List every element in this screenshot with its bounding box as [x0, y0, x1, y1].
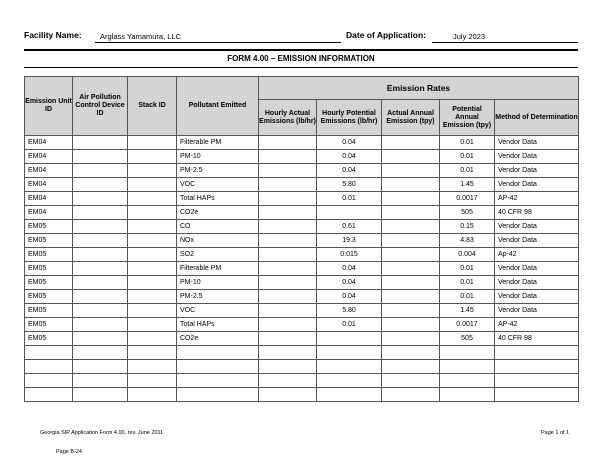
form-reference: Georgia SIP Application Form 4.00, rev. June 2011: [40, 430, 164, 436]
table-cell: [128, 304, 177, 318]
table-row: [25, 346, 579, 360]
table-cell: [495, 388, 579, 402]
table-cell: [177, 360, 259, 374]
table-cell: [495, 360, 579, 374]
table-cell: 40 CFR 98: [495, 206, 579, 220]
table-cell: [382, 262, 440, 276]
table-cell: 1.45: [440, 304, 495, 318]
table-cell: [259, 192, 317, 206]
table-cell: [128, 150, 177, 164]
date-of-application-label: Date of Application:: [346, 30, 426, 40]
table-cell: [259, 388, 317, 402]
table-cell: PM-2.5: [177, 290, 259, 304]
table-cell: EM05: [25, 234, 73, 248]
page-number: Page B-24: [56, 449, 82, 455]
table-cell: EM04: [25, 178, 73, 192]
table-cell: PM-10: [177, 276, 259, 290]
table-cell: [317, 206, 382, 220]
table-cell: [25, 346, 73, 360]
table-row: [25, 388, 579, 402]
table-cell: [259, 178, 317, 192]
table-cell: Vendor Data: [495, 220, 579, 234]
table-cell: 0.0017: [440, 318, 495, 332]
table-cell: Filterable PM: [177, 136, 259, 150]
table-cell: [259, 346, 317, 360]
table-cell: Vendor Data: [495, 304, 579, 318]
table-cell: 0.61: [317, 220, 382, 234]
table-cell: PM-10: [177, 150, 259, 164]
table-row: [25, 220, 579, 234]
table-row: [25, 290, 579, 304]
table-cell: 0.01: [440, 290, 495, 304]
facility-name-label: Facility Name:: [24, 30, 82, 40]
table-cell: 0.04: [317, 262, 382, 276]
table-row: [25, 178, 579, 192]
table-cell: [25, 374, 73, 388]
form-title: FORM 4.00 – EMISSION INFORMATION: [227, 54, 375, 63]
header-air-pollution-control-device-id: Air Pollution Control Device ID: [73, 77, 128, 136]
table-cell: [259, 262, 317, 276]
table-cell: [128, 192, 177, 206]
table-cell: Vendor Data: [495, 276, 579, 290]
table-cell: [317, 374, 382, 388]
table-cell: [73, 206, 128, 220]
table-cell: [73, 388, 128, 402]
table-cell: [73, 136, 128, 150]
table-cell: 0.04: [317, 136, 382, 150]
table-cell: [128, 164, 177, 178]
table-cell: 505: [440, 332, 495, 346]
table-cell: [25, 360, 73, 374]
table-cell: [73, 360, 128, 374]
table-cell: [382, 388, 440, 402]
table-cell: [317, 360, 382, 374]
table-cell: [73, 346, 128, 360]
table-cell: EM05: [25, 318, 73, 332]
table-cell: Filterable PM: [177, 262, 259, 276]
table-cell: [382, 276, 440, 290]
header-pollutant-emitted: Pollutant Emitted: [177, 77, 259, 136]
table-cell: CO2e: [177, 332, 259, 346]
header-method: Method of Determination: [495, 100, 579, 136]
table-row: [25, 276, 579, 290]
facility-name-underline: [95, 42, 341, 43]
table-row: [25, 332, 579, 346]
table-cell: [259, 290, 317, 304]
table-cell: [382, 374, 440, 388]
table-cell: 4.83: [440, 234, 495, 248]
table-cell: 0.15: [440, 220, 495, 234]
table-cell: [259, 164, 317, 178]
table-row: [25, 374, 579, 388]
table-cell: PM-2.5: [177, 164, 259, 178]
table-cell: 505: [440, 206, 495, 220]
table-cell: 0.01: [440, 262, 495, 276]
table-cell: 0.01: [317, 192, 382, 206]
table-cell: NOx: [177, 234, 259, 248]
table-cell: [382, 346, 440, 360]
table-cell: [73, 318, 128, 332]
table-cell: [440, 388, 495, 402]
table-cell: Vendor Data: [495, 262, 579, 276]
table-cell: 0.04: [317, 150, 382, 164]
table-cell: Vendor Data: [495, 290, 579, 304]
table-cell: [440, 346, 495, 360]
table-cell: [73, 290, 128, 304]
header-potential-annual: Potential Annual Emission (tpy): [440, 100, 495, 136]
table-cell: EM04: [25, 136, 73, 150]
table-cell: EM04: [25, 150, 73, 164]
table-cell: [382, 248, 440, 262]
table-cell: [259, 136, 317, 150]
table-cell: [128, 318, 177, 332]
table-cell: [128, 276, 177, 290]
table-row: [25, 136, 579, 150]
table-cell: [128, 290, 177, 304]
table-cell: 0.004: [440, 248, 495, 262]
table-cell: VOC: [177, 304, 259, 318]
table-cell: [73, 150, 128, 164]
table-cell: 0.01: [440, 136, 495, 150]
date-of-application-value: July 2023: [453, 32, 486, 41]
facility-name-value: Arglass Yamamura, LLC: [100, 32, 182, 41]
table-cell: EM05: [25, 276, 73, 290]
table-cell: [128, 234, 177, 248]
table-cell: 19.3: [317, 234, 382, 248]
table-row: [25, 192, 579, 206]
header-hourly-actual: Hourly Actual Emissions (lb/hr): [259, 100, 317, 136]
header-actual-annual: Actual Annual Emission (tpy): [382, 100, 440, 136]
table-row: [25, 304, 579, 318]
table-cell: [177, 346, 259, 360]
table-cell: [73, 234, 128, 248]
table-cell: [382, 360, 440, 374]
table-cell: 0.04: [317, 164, 382, 178]
table-cell: [259, 206, 317, 220]
table-cell: [259, 248, 317, 262]
table-cell: [25, 388, 73, 402]
table-cell: Vendor Data: [495, 164, 579, 178]
table-cell: AP-42: [495, 318, 579, 332]
table-cell: [128, 388, 177, 402]
table-cell: [73, 248, 128, 262]
table-cell: 0.04: [317, 290, 382, 304]
table-cell: EM05: [25, 262, 73, 276]
table-cell: Total HAPs: [177, 192, 259, 206]
table-cell: [382, 178, 440, 192]
table-cell: Vendor Data: [495, 178, 579, 192]
table-cell: [440, 360, 495, 374]
table-cell: 0.015: [317, 248, 382, 262]
table-cell: 0.01: [440, 150, 495, 164]
title-top-rule: [24, 49, 578, 51]
table-cell: [73, 192, 128, 206]
table-cell: SO2: [177, 248, 259, 262]
table-cell: 1.45: [440, 178, 495, 192]
title-bottom-rule: [24, 67, 578, 68]
table-cell: EM05: [25, 220, 73, 234]
table-row: [25, 248, 579, 262]
emission-information-table: [24, 76, 579, 402]
table-cell: [382, 234, 440, 248]
header-emission-rates: Emission Rates: [259, 77, 579, 100]
table-cell: EM05: [25, 332, 73, 346]
table-row: [25, 150, 579, 164]
table-cell: 0.01: [440, 276, 495, 290]
table-cell: CO: [177, 220, 259, 234]
table-cell: 0.01: [317, 318, 382, 332]
page-of: Page 1 of 1: [541, 430, 570, 436]
table-row: [25, 164, 579, 178]
table-cell: [73, 332, 128, 346]
table-cell: [128, 346, 177, 360]
table-cell: [382, 192, 440, 206]
table-cell: [382, 332, 440, 346]
table-row: [25, 318, 579, 332]
table-cell: 5.80: [317, 304, 382, 318]
table-cell: [73, 374, 128, 388]
table-cell: [317, 346, 382, 360]
table-cell: EM04: [25, 164, 73, 178]
table-cell: [73, 276, 128, 290]
date-underline: [432, 42, 578, 43]
table-cell: [128, 360, 177, 374]
table-cell: [382, 220, 440, 234]
table-cell: [317, 332, 382, 346]
table-cell: [259, 276, 317, 290]
table-cell: [128, 248, 177, 262]
table-cell: AP-42: [495, 192, 579, 206]
table-cell: [73, 262, 128, 276]
table-cell: [259, 234, 317, 248]
header-emission-unit-id: Emission Unit ID: [25, 77, 73, 136]
table-cell: [382, 136, 440, 150]
table-cell: [128, 206, 177, 220]
table-cell: [73, 178, 128, 192]
table-cell: [495, 346, 579, 360]
table-cell: Vendor Data: [495, 234, 579, 248]
table-cell: [128, 136, 177, 150]
table-cell: [317, 388, 382, 402]
table-cell: 5.80: [317, 178, 382, 192]
table-cell: [259, 318, 317, 332]
table-row: [25, 360, 579, 374]
table-row: [25, 262, 579, 276]
table-cell: [128, 332, 177, 346]
table-cell: [495, 374, 579, 388]
table-cell: EM05: [25, 248, 73, 262]
table-cell: 40 CFR 98: [495, 332, 579, 346]
table-cell: [73, 304, 128, 318]
table-row: [25, 206, 579, 220]
table-cell: EM04: [25, 206, 73, 220]
table-cell: EM05: [25, 304, 73, 318]
table-cell: [382, 318, 440, 332]
table-cell: [259, 332, 317, 346]
table-cell: [382, 150, 440, 164]
table-cell: [382, 206, 440, 220]
table-cell: 0.0017: [440, 192, 495, 206]
table-cell: [177, 388, 259, 402]
table-cell: Vendor Data: [495, 136, 579, 150]
table-cell: CO2e: [177, 206, 259, 220]
table-cell: 0.04: [317, 276, 382, 290]
table-cell: [128, 374, 177, 388]
table-cell: EM05: [25, 290, 73, 304]
table-cell: Ap-42: [495, 248, 579, 262]
table-cell: VOC: [177, 178, 259, 192]
table-cell: 0.01: [440, 164, 495, 178]
table-cell: Vendor Data: [495, 150, 579, 164]
table-cell: Total HAPs: [177, 318, 259, 332]
table-cell: [259, 150, 317, 164]
table-row: [25, 234, 579, 248]
header-stack-id: Stack ID: [128, 77, 177, 136]
table-cell: [128, 262, 177, 276]
table-cell: [177, 374, 259, 388]
table-cell: [128, 178, 177, 192]
table-cell: EM04: [25, 192, 73, 206]
table-cell: [259, 220, 317, 234]
header-hourly-potential: Hourly Potential Emissions (lb/hr): [317, 100, 382, 136]
table-cell: [259, 304, 317, 318]
table-cell: [382, 164, 440, 178]
table-cell: [440, 374, 495, 388]
table-cell: [382, 290, 440, 304]
table-cell: [73, 220, 128, 234]
table-cell: [128, 220, 177, 234]
table-cell: [73, 164, 128, 178]
table-cell: [259, 374, 317, 388]
table-cell: [259, 360, 317, 374]
table-cell: [382, 304, 440, 318]
